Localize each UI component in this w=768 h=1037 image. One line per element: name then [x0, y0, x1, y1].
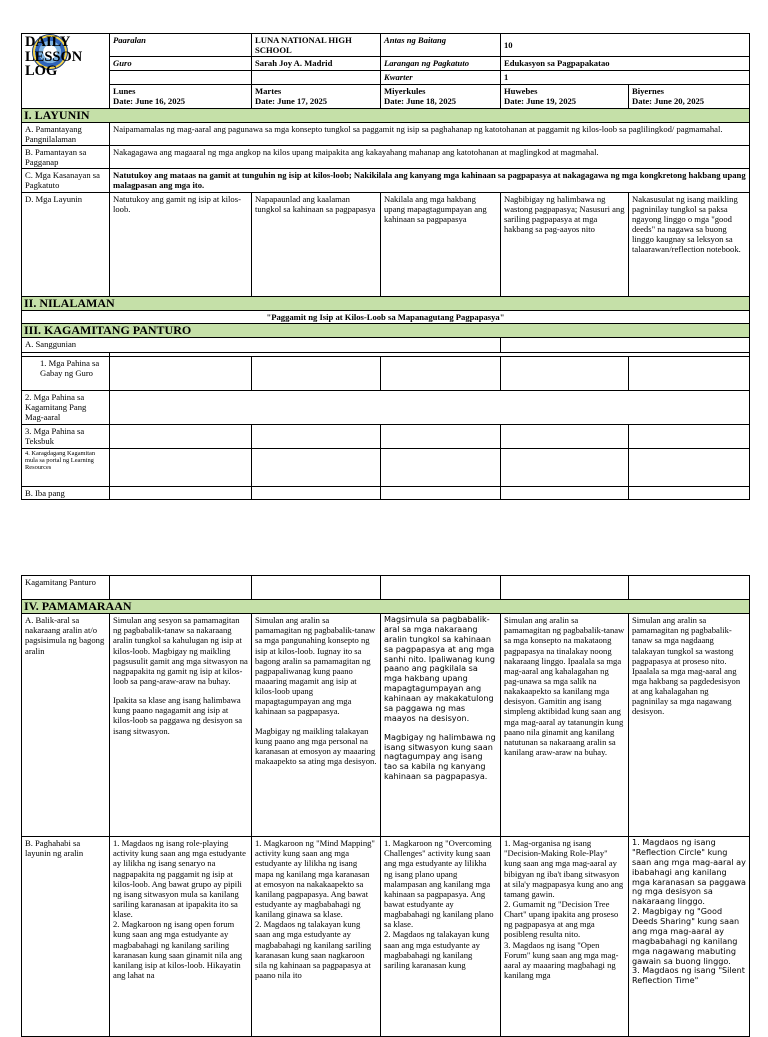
day-header-biyernes: Biyernes Date: June 20, 2025 [629, 85, 750, 108]
section-heading-layunin: I. LAYUNIN [22, 108, 750, 122]
row-label: B. Pamantayan sa Pagganap [22, 146, 110, 169]
kwarter-value: 1 [501, 71, 750, 85]
layunin-cell: Nakasusulat ng isang maikling pagninilay tungkol sa paksa ngayong linggo o mga "good deeds" na nagawa sa buong linggo kaugnay sa leksyon sa talaarawan/reflection notebook. [629, 192, 750, 296]
row-label: 4. Karagdagang Kagamitan mula sa portal ng Learning Resources [22, 449, 110, 487]
balik-aral-cell: Magsimula sa pagbabalik-aral sa mga nakaraang aralin tungkol sa kahinaan sa pagpapasya at ang mga sanhi nito. Ipaliwanag kung paano ang pagkilala sa mga hakbang upang mapagtagumpayan ang kahinaan ay makakatulong sa paggawa ng mas maayos na desisyon. Magbigay ng halimbawa ng isang sitwasyon kung saan nagtagumpay ang isang tao sa kabila ng kanyang kahinaan sa pagpapasya. [381, 614, 501, 837]
blank-cell [501, 449, 629, 487]
blank-cell [110, 487, 252, 500]
larangan-value: Edukasyon sa Pagpapakatao [501, 57, 750, 71]
blank-cell [252, 357, 381, 391]
section-heading-kagamitang-panturo: III. KAGAMITANG PANTURO [22, 323, 750, 337]
paghahabi-cell: 1. Magkaroon ng "Mind Mapping" activity kung saan ang mga estudyante ay lilikha ng isang mapa ng kanilang mga karanasan at emosyon na nakakaapekto sa kanilang pagpapasya. Ang bawat estudyante ay magbabahagi ng kanilang ginawa sa klase. 2. Magdaos ng talakayan kung saan ang mga estudyante ay magbabahagi ng kanilang sariling karanasan kung saan nagkaroon sila ng kahinaan sa pagpapasya at paano nila ito [252, 837, 381, 1037]
daily-lesson-log-title: DAILY LESSON LOG [22, 34, 110, 109]
blank-cell [381, 487, 501, 500]
paghahabi-cell: 1. Magdaos ng isang role-playing activity kung saan ang mga estudyante ay lilikha ng isang senaryo na nagpapakita ng paggamit ng isip at kilos-loob. Ang bawat grupo ay pipili ng isang sitwasyon mula sa kanilang sariling karanasan at ipapakita ito sa klase. 2. Magkaroon ng isang open forum kung saan ang mga estudyante ay magbabahagi ng kanilang sariling karanasan kung saan ginamit nila ang kanilang isip at kilos-loob. Hikayatin ang lahat na [110, 837, 252, 1037]
section-heading-nilalaman: II. NILALAMAN [22, 296, 750, 310]
row-label: 3. Mga Pahina sa Teksbuk [22, 425, 110, 449]
layunin-cell: Nagbibigay ng halimbawa ng wastong pagpapasya; Nasusuri ang sariling pagpapasya at mga hakbang sa pag-aayos nito [501, 192, 629, 296]
balik-aral-cell: Simulan ang aralin sa pamamagitan ng pagbabalik-tanaw sa mga pangunahing konsepto ng isip at kilos-loob. Iugnay ito sa bagong aralin sa pamamagitan ng pagpapaliwanag kung paano maaaring magamit ang isip at kilos-loob upang mapagtagumpayan ang mga kahinaan sa pagpapasya. Magbigay ng maikling talakayan kung paano ang mga personal na karanasan at emosyon ay maaaring makaapekto sa ating mga desisyon. [252, 614, 381, 837]
blank-cell [252, 487, 381, 500]
blank-cell [629, 425, 750, 449]
layunin-cell: Natutukoy ang gamit ng isip at kilos-loob. [110, 192, 252, 296]
blank-cell [110, 425, 252, 449]
lesson-log-table-page2 [21, 575, 750, 1037]
antas-label: Antas ng Baitang [381, 34, 501, 57]
blank-cell [110, 449, 252, 487]
section-heading-pamamaraan: IV. PAMAMARAAN [22, 600, 750, 614]
day-header-lunes: Lunes Date: June 16, 2025 [110, 85, 252, 108]
layunin-cell: Napapaunlad ang kaalaman tungkol sa kahinaan sa pagpapasya [252, 192, 381, 296]
row-label: C. Mga Kasanayan sa Pagkatuto [22, 169, 110, 192]
row-label: 1. Mga Pahina sa Gabay ng Guro [22, 357, 110, 391]
blank-cell [252, 71, 381, 85]
row-label: B. Iba pang [22, 487, 110, 500]
blank-cell [110, 391, 750, 425]
row-label: D. Mga Layunin [22, 192, 110, 296]
balik-aral-cell: Simulan ang aralin sa pamamagitan ng pagbabalik-tanaw sa mga konsepto na makataong pagpapasya na tinalakay noong nakaraang linggo. Ipaalala sa mga mag-aaral ang kahalagahan ng pag-unawa sa mga salik na nakakaapekto sa kanilang mga desisyon. Gamitin ang isang simpleng aktibidad kung saan ang mga mag-aaral ay tatanungin kung paano nila ginamit ang kanilang natutunan sa nakaraang aralin sa kanilang araw-araw na buhay. [501, 614, 629, 837]
blank-cell [381, 576, 501, 600]
blank-cell [110, 576, 252, 600]
lesson-log-table-page1 [21, 33, 750, 500]
blank-cell [381, 449, 501, 487]
row-label: A. Pamantayang Pangnilalaman [22, 122, 110, 145]
blank-cell [110, 71, 252, 85]
blank-cell [252, 449, 381, 487]
layunin-cell: Nakilala ang mga hakbang upang mapagtagumpayan ang kahinaan sa pagpapasya [381, 192, 501, 296]
guro-value: Sarah Joy A. Madrid [252, 57, 381, 71]
blank-cell [501, 576, 629, 600]
guro-label: Guro [110, 57, 252, 71]
blank-cell [110, 357, 252, 391]
blank-cell [501, 487, 629, 500]
row-label: B. Paghahabi sa layunin ng aralin [22, 837, 110, 1037]
blank-cell [501, 338, 750, 353]
blank-cell [501, 357, 629, 391]
day-header-martes: Martes Date: June 17, 2025 [252, 85, 381, 108]
antas-value: 10 [501, 34, 750, 57]
paaralan-label: Paaralan [110, 34, 252, 57]
blank-cell [252, 425, 381, 449]
blank-cell [629, 487, 750, 500]
kasanayan-sa-pagkatuto-text: Natutukoy ang mataas na gamit at tunguhin ng isip at kilos-loob; Nakikilala ang kanyang mga kahinaan sa pagpapasya at nakagagawa ng mga kongkretong hakbang upang malagpasan ang mga ito. [110, 169, 750, 192]
nilalaman-text: "Paggamit ng Isip at Kilos-Loob sa Mapanagutang Pagpapasya" [22, 310, 750, 323]
blank-cell [629, 357, 750, 391]
paghahabi-cell: 1. Magkaroon ng "Overcoming Challenges" activity kung saan ang mga estudyante ay lilikha ng isang plano upang malampasan ang kanilang mga kahinaan sa pagpapasya. Ang bawat estudyante ay magbabahagi ng kanilang plano sa klase. 2. Magdaos ng talakayan kung saan ang mga estudyante ay magbabahagi ng kanilang sariling karanasan kung [381, 837, 501, 1037]
row-label: Kagamitang Panturo [22, 576, 110, 600]
day-header-huwebes: Huwebes Date: June 19, 2025 [501, 85, 629, 108]
pamantayang-pangnilalaman-text: Naipamamalas ng mag-aaral ang pagunawa sa mga konsepto tungkol sa paggamit ng isip sa paghahanap ng katotohanan at paggamit ng kilos-loob sa paglilingkod/ pagmamahal. [110, 122, 750, 145]
row-label: 2. Mga Pahina sa Kagamitang Pang Mag-aaral [22, 391, 110, 425]
kwarter-label: Kwarter [381, 71, 501, 85]
larangan-label: Larangan ng Pagkatuto [381, 57, 501, 71]
blank-cell [629, 449, 750, 487]
blank-cell [381, 425, 501, 449]
balik-aral-cell: Simulan ang sesyon sa pamamagitan ng pagbabalik-tanaw sa nakaraang aralin tungkol sa kahulugan ng isip at kilos-loob. Magbigay ng maikling pagsusulit gamit ang mga sitwasyon na nagpapakita ng gamit ng isip at kilos-loob sa pang-araw-araw na buhay. Ipakita sa klase ang isang halimbawa kung paano nagagamit ang isip at kilos-loob sa paggawa ng desisyon sa isang sitwasyon. [110, 614, 252, 837]
row-label: A. Balik-aral sa nakaraang aralin at/o pagsisimula ng bagong aralin [22, 614, 110, 837]
sanggunian-label: A. Sanggunian [22, 338, 501, 353]
blank-cell [629, 576, 750, 600]
paghahabi-cell: 1. Magdaos ng isang "Reflection Circle" kung saan ang mga mag-aaral ay ibabahagi ang kanilang mga karanasan sa paggawa ng mga desisyon sa nakaraang linggo. 2. Magbigay ng "Good Deeds Sharing" kung saan ang mga mag-aaral ay magbabahagi ng kanilang mga nagawang mabuting gawain sa buong linggo. 3. Magdaos ng isang "Silent Reflection Time" [629, 837, 750, 1037]
pamantayan-sa-pagganap-text: Nakagagawa ang magaaral ng mga angkop na kilos upang maipakita ang kakayahang mahanap ang katotohanan at maglingkod at magmahal. [110, 146, 750, 169]
paghahabi-cell: 1. Mag-organisa ng isang "Decision-Making Role-Play" kung saan ang mga mag-aaral ay bibigyan ng iba't ibang sitwasyon at sila'y magpapasya kung ano ang tamang gawin. 2. Gumamit ng "Decision Tree Chart" upang ipakita ang proseso ng pagpapasya at ang mga posibleng resulta nito. 3. Magdaos ng isang "Open Forum" kung saan ang mga mag-aaral ay maaaring magbahagi ng kanilang mga [501, 837, 629, 1037]
day-header-miyerkules: Miyerkules Date: June 18, 2025 [381, 85, 501, 108]
balik-aral-cell: Simulan ang aralin sa pamamagitan ng pagbabalik-tanaw sa mga nagdaang talakayan tungkol sa wastong pagpapasya at proseso nito. Ipaalala sa mga mag-aaral ang mga hakbang sa pagdedesisyon at ang kahalagahan ng pagninilay sa mga nagawang desisyon. [629, 614, 750, 837]
blank-cell [252, 576, 381, 600]
paaralan-value: LUNA NATIONAL HIGH SCHOOL [252, 34, 381, 57]
blank-cell [381, 357, 501, 391]
blank-cell [501, 425, 629, 449]
